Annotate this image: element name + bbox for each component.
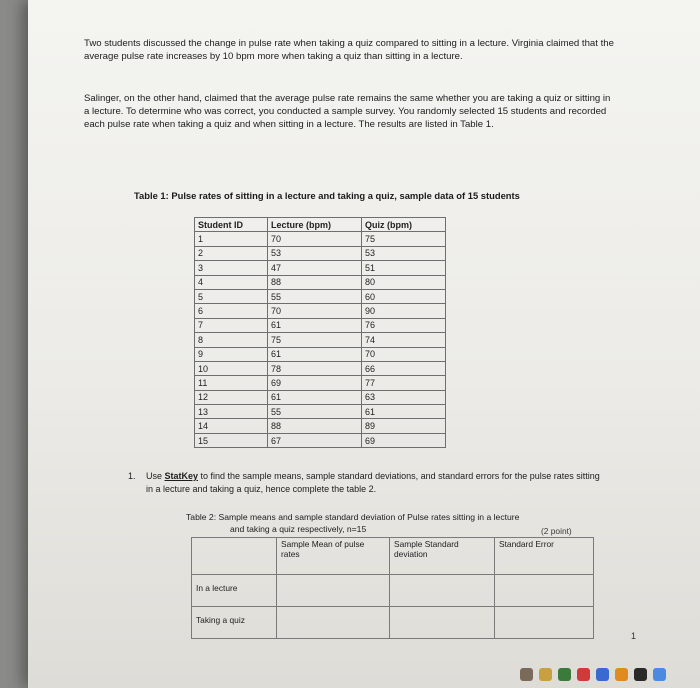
table2-header-row bbox=[192, 538, 594, 575]
student-id-cell: 3 bbox=[195, 261, 268, 275]
taskbar bbox=[520, 660, 700, 688]
app-icon[interactable] bbox=[596, 668, 609, 681]
student-id-cell: 12 bbox=[195, 390, 268, 404]
pulse-rates-table bbox=[194, 217, 446, 448]
quiz-cell: 90 bbox=[362, 304, 446, 318]
table2-caption-line1: Table 2: Sample means and sample standard deviation of Pulse rates sitting in a lecture bbox=[186, 512, 520, 522]
table2-row-quiz bbox=[192, 607, 594, 639]
lecture-cell: 61 bbox=[268, 390, 362, 404]
app-icon[interactable] bbox=[615, 668, 628, 681]
header-lecture: Lecture (bpm) bbox=[268, 218, 362, 232]
student-id-cell: 7 bbox=[195, 318, 268, 332]
statkey-link[interactable]: StatKey bbox=[164, 471, 199, 481]
quiz-cell: 60 bbox=[362, 289, 446, 303]
page-number: 1 bbox=[631, 631, 637, 641]
quiz-cell: 75 bbox=[362, 232, 446, 246]
table2-header-empty bbox=[192, 538, 277, 575]
document-page bbox=[28, 0, 700, 688]
question-text-before: Use bbox=[146, 471, 165, 481]
header-quiz: Quiz (bpm) bbox=[362, 218, 446, 232]
question-text bbox=[146, 470, 606, 495]
student-id-cell: 1 bbox=[195, 232, 268, 246]
table1-body bbox=[195, 232, 446, 448]
quiz-mean-cell[interactable] bbox=[277, 607, 390, 639]
lecture-cell: 70 bbox=[268, 304, 362, 318]
lecture-cell: 88 bbox=[268, 275, 362, 289]
lecture-cell: 47 bbox=[268, 261, 362, 275]
lecture-cell: 70 bbox=[268, 232, 362, 246]
table2-row-lecture bbox=[192, 575, 594, 607]
table2-caption-line2: and taking a quiz respectively, n=15 bbox=[230, 524, 367, 534]
quiz-cell: 63 bbox=[362, 390, 446, 404]
quiz-cell: 77 bbox=[362, 376, 446, 390]
table-row bbox=[195, 304, 446, 318]
lecture-mean-cell[interactable] bbox=[277, 575, 390, 607]
table2-row-label: In a lecture bbox=[192, 575, 277, 607]
table-row bbox=[195, 405, 446, 419]
question-text-after: to find the sample means, sample standard deviations, and standard errors for the pulse rates sitting in a lecture and taking a quiz, hence complete the table 2. bbox=[146, 471, 600, 494]
lecture-cell: 55 bbox=[268, 405, 362, 419]
student-id-cell: 13 bbox=[195, 405, 268, 419]
app-icon[interactable] bbox=[558, 668, 571, 681]
table-row bbox=[195, 347, 446, 361]
student-id-cell: 14 bbox=[195, 419, 268, 433]
intro-paragraph-1: Two students discussed the change in pulse rate when taking a quiz compared to sitting in a lecture. Virginia claimed that the average pulse rate increases by 10 bpm more when taking a quiz than sitting in a lecture. bbox=[84, 38, 614, 63]
student-id-cell: 9 bbox=[195, 347, 268, 361]
app-icon[interactable] bbox=[653, 668, 666, 681]
student-id-cell: 10 bbox=[195, 361, 268, 375]
lecture-se-cell[interactable] bbox=[495, 575, 594, 607]
table1-caption: Table 1: Pulse rates of sitting in a lecture and taking a quiz, sample data of 15 students bbox=[134, 190, 520, 201]
intro-paragraph-2: Salinger, on the other hand, claimed that the average pulse rate remains the same whether you are taking a quiz or sitting in a lecture. To determine who was correct, you conducted a sample survey. You randomly selected 15 students and recorded each pulse rate when taking a quiz and when sitting in a lecture. The results are listed in Table 1. bbox=[84, 93, 611, 131]
table-row bbox=[195, 289, 446, 303]
quiz-cell: 70 bbox=[362, 347, 446, 361]
table-row bbox=[195, 318, 446, 332]
quiz-cell: 51 bbox=[362, 261, 446, 275]
student-id-cell: 8 bbox=[195, 333, 268, 347]
table2-caption bbox=[186, 511, 596, 535]
table2-row-label: Taking a quiz bbox=[192, 607, 277, 639]
app-icon[interactable] bbox=[634, 668, 647, 681]
student-id-cell: 4 bbox=[195, 275, 268, 289]
table-row bbox=[195, 261, 446, 275]
table-row bbox=[195, 419, 446, 433]
quiz-cell: 66 bbox=[362, 361, 446, 375]
app-icon[interactable] bbox=[539, 668, 552, 681]
header-student-id: Student ID bbox=[195, 218, 268, 232]
app-icon[interactable] bbox=[520, 668, 533, 681]
table-row bbox=[195, 390, 446, 404]
lecture-cell: 88 bbox=[268, 419, 362, 433]
lecture-cell: 61 bbox=[268, 318, 362, 332]
lecture-cell: 61 bbox=[268, 347, 362, 361]
table2-header-mean: Sample Mean of pulse rates bbox=[277, 538, 390, 575]
quiz-cell: 80 bbox=[362, 275, 446, 289]
lecture-cell: 67 bbox=[268, 433, 362, 447]
student-id-cell: 6 bbox=[195, 304, 268, 318]
table-row bbox=[195, 232, 446, 246]
lecture-sd-cell[interactable] bbox=[390, 575, 495, 607]
table-row bbox=[195, 275, 446, 289]
table1-header-row bbox=[195, 218, 446, 232]
table-row bbox=[195, 433, 446, 447]
student-id-cell: 15 bbox=[195, 433, 268, 447]
quiz-cell: 53 bbox=[362, 246, 446, 260]
quiz-se-cell[interactable] bbox=[495, 607, 594, 639]
quiz-sd-cell[interactable] bbox=[390, 607, 495, 639]
sample-stats-table bbox=[191, 537, 594, 639]
table2-header-sd: Sample Standard deviation bbox=[390, 538, 495, 575]
quiz-cell: 74 bbox=[362, 333, 446, 347]
lecture-cell: 75 bbox=[268, 333, 362, 347]
points-label: (2 point) bbox=[541, 526, 572, 536]
quiz-cell: 89 bbox=[362, 419, 446, 433]
student-id-cell: 2 bbox=[195, 246, 268, 260]
table-row bbox=[195, 333, 446, 347]
table-row bbox=[195, 376, 446, 390]
quiz-cell: 76 bbox=[362, 318, 446, 332]
table-row bbox=[195, 361, 446, 375]
quiz-cell: 69 bbox=[362, 433, 446, 447]
lecture-cell: 69 bbox=[268, 376, 362, 390]
lecture-cell: 55 bbox=[268, 289, 362, 303]
lecture-cell: 53 bbox=[268, 246, 362, 260]
question-number: 1. bbox=[128, 471, 136, 481]
table2-header-se: Standard Error bbox=[495, 538, 594, 575]
student-id-cell: 11 bbox=[195, 376, 268, 390]
app-icon[interactable] bbox=[577, 668, 590, 681]
quiz-cell: 61 bbox=[362, 405, 446, 419]
lecture-cell: 78 bbox=[268, 361, 362, 375]
table-row bbox=[195, 246, 446, 260]
student-id-cell: 5 bbox=[195, 289, 268, 303]
